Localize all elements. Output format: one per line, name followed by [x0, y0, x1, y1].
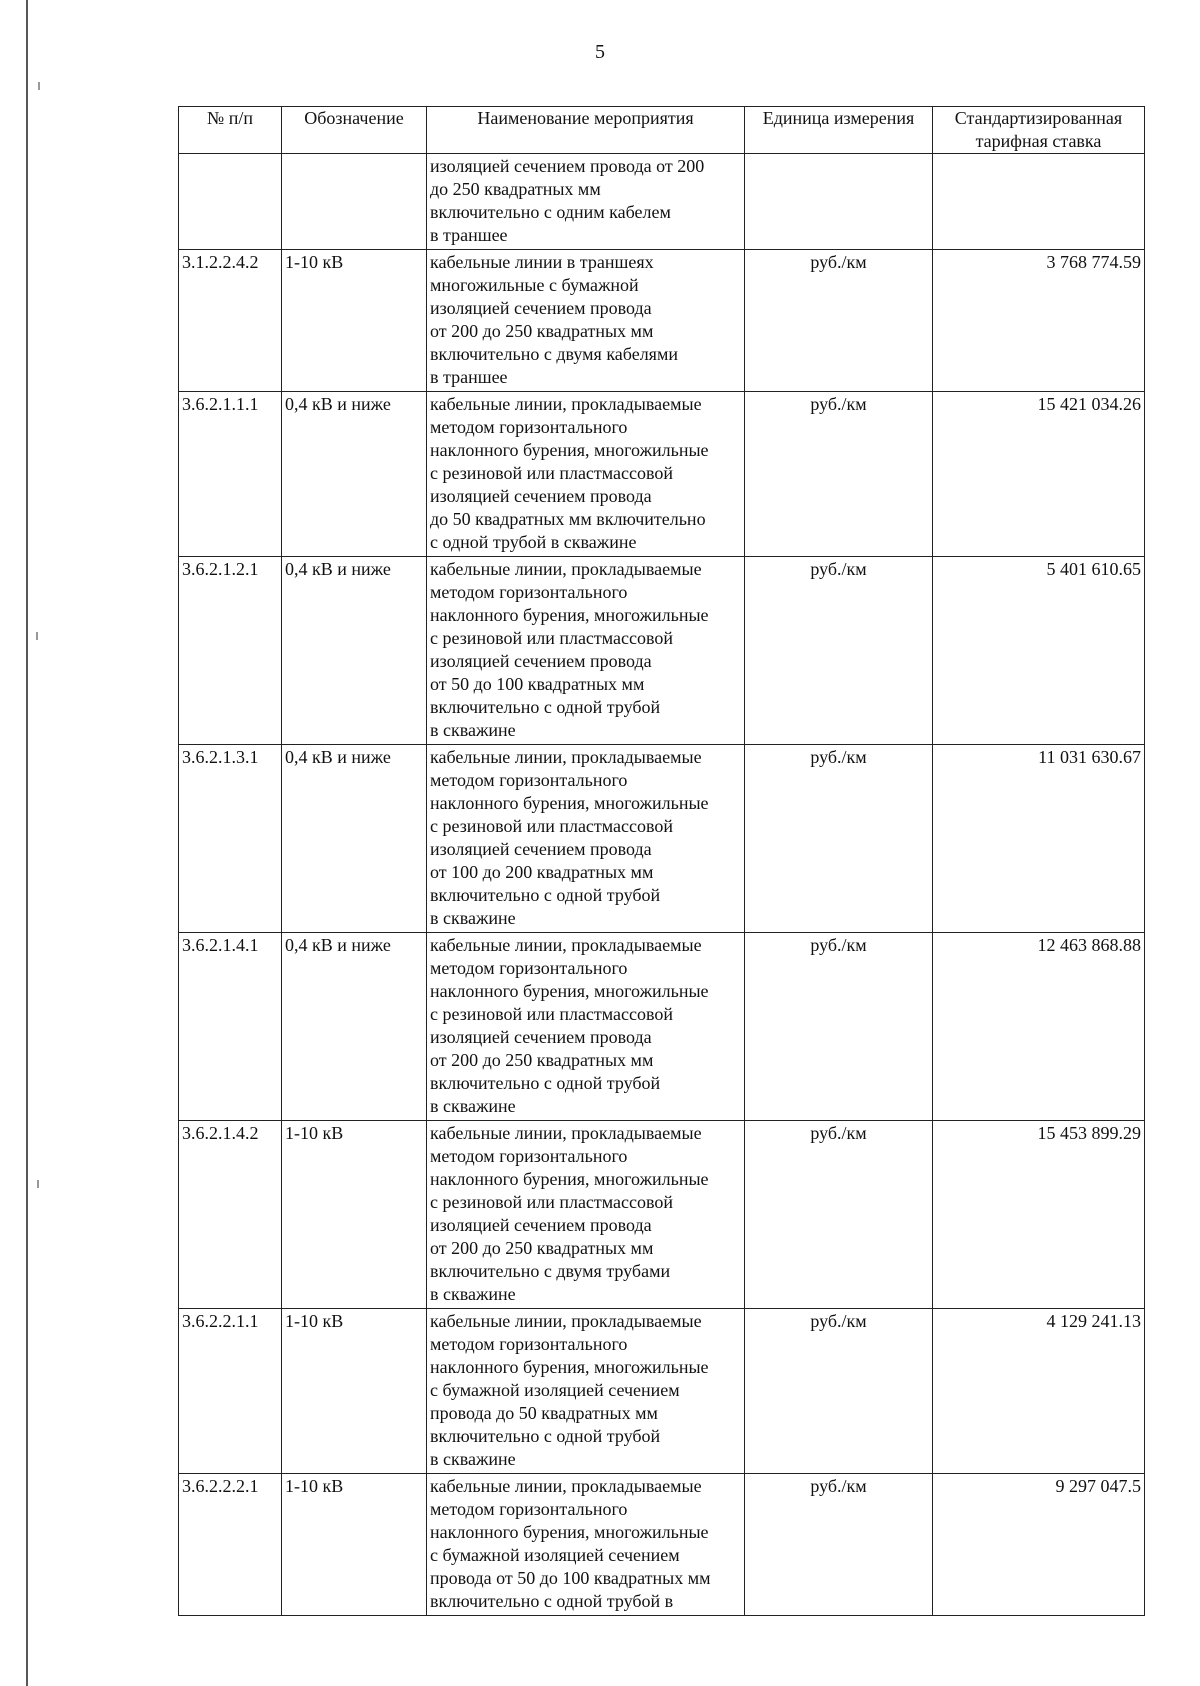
cell-rate: 12 463 868.88 [933, 933, 1145, 1121]
cell-unit: руб./км [745, 557, 933, 745]
cell-unit [745, 154, 933, 250]
cell-rate: 15 421 034.26 [933, 392, 1145, 557]
cell-unit: руб./км [745, 1121, 933, 1309]
header-num: № п/п [179, 107, 282, 154]
scan-speck [36, 632, 38, 640]
cell-name: кабельные линии, прокладываемые методом горизонтального наклонного бурения, многожильные с резиновой или пластмассовой изоляцией сечением провода до 50 квадратных мм включительно с одной трубой в скважине [427, 392, 745, 557]
cell-designation: 1-10 кВ [282, 250, 427, 392]
cell-unit: руб./км [745, 250, 933, 392]
cell-num: 3.6.2.1.3.1 [179, 745, 282, 933]
cell-designation [282, 154, 427, 250]
cell-name: кабельные линии, прокладываемые методом горизонтального наклонного бурения, многожильные с бумажной изоляцией сечением провода до 50 квадратных мм включительно с одной трубой в скважине [427, 1309, 745, 1474]
cell-designation: 0,4 кВ и ниже [282, 557, 427, 745]
cell-unit: руб./км [745, 1474, 933, 1616]
cell-designation: 1-10 кВ [282, 1121, 427, 1309]
cell-name: кабельные линии, прокладываемые методом горизонтального наклонного бурения, многожильные с резиновой или пластмассовой изоляцией сечением провода от 200 до 250 квадратных мм включительно с двумя трубами в скважине [427, 1121, 745, 1309]
table-row [179, 154, 1145, 250]
page-number: 5 [595, 41, 605, 63]
cell-name: кабельные линии в траншеях многожильные с бумажной изоляцией сечением провода от 200 до 250 квадратных мм включительно с двумя кабелями в траншее [427, 250, 745, 392]
cell-rate [933, 154, 1145, 250]
cell-name: кабельные линии, прокладываемые методом горизонтального наклонного бурения, многожильные с резиновой или пластмассовой изоляцией сечением провода от 200 до 250 квадратных мм включительно с одной трубой в скважине [427, 933, 745, 1121]
table-header-row [179, 107, 1145, 154]
scan-speck [38, 82, 40, 90]
cell-designation: 0,4 кВ и ниже [282, 392, 427, 557]
header-rate: Стандартизированная тарифная ставка [933, 107, 1145, 154]
cell-num: 3.6.2.2.1.1 [179, 1309, 282, 1474]
cell-designation: 1-10 кВ [282, 1309, 427, 1474]
cell-name: кабельные линии, прокладываемые методом горизонтального наклонного бурения, многожильные с бумажной изоляцией сечением провода от 50 до 100 квадратных мм включительно с одной трубой в [427, 1474, 745, 1616]
cell-num: 3.6.2.1.4.2 [179, 1121, 282, 1309]
cell-designation: 0,4 кВ и ниже [282, 933, 427, 1121]
header-name: Наименование мероприятия [427, 107, 745, 154]
table-row [179, 1121, 1145, 1309]
cell-designation: 1-10 кВ [282, 1474, 427, 1616]
table-row [179, 557, 1145, 745]
tariff-table [178, 106, 1145, 1616]
cell-rate: 9 297 047.5 [933, 1474, 1145, 1616]
cell-num: 3.6.2.2.2.1 [179, 1474, 282, 1616]
table-row [179, 933, 1145, 1121]
cell-designation: 0,4 кВ и ниже [282, 745, 427, 933]
cell-rate: 5 401 610.65 [933, 557, 1145, 745]
cell-rate: 3 768 774.59 [933, 250, 1145, 392]
table-row [179, 1474, 1145, 1616]
cell-unit: руб./км [745, 392, 933, 557]
cell-name: кабельные линии, прокладываемые методом горизонтального наклонного бурения, многожильные с резиновой или пластмассовой изоляцией сечением провода от 50 до 100 квадратных мм включительно с одной трубой в скважине [427, 557, 745, 745]
cell-unit: руб./км [745, 933, 933, 1121]
header-unit: Единица измерения [745, 107, 933, 154]
cell-num: 3.6.2.1.1.1 [179, 392, 282, 557]
cell-num: 3.1.2.2.4.2 [179, 250, 282, 392]
header-designation: Обозначение [282, 107, 427, 154]
cell-unit: руб./км [745, 1309, 933, 1474]
table-row [179, 1309, 1145, 1474]
table-row [179, 250, 1145, 392]
table-row [179, 392, 1145, 557]
table-row [179, 745, 1145, 933]
cell-rate: 4 129 241.13 [933, 1309, 1145, 1474]
scan-left-edge [26, 0, 28, 1686]
cell-unit: руб./км [745, 745, 933, 933]
cell-name: изоляцией сечением провода от 200 до 250 квадратных мм включительно с одним кабелем в траншее [427, 154, 745, 250]
cell-rate: 11 031 630.67 [933, 745, 1145, 933]
cell-name: кабельные линии, прокладываемые методом горизонтального наклонного бурения, многожильные с резиновой или пластмассовой изоляцией сечением провода от 100 до 200 квадратных мм включительно с одной трубой в скважине [427, 745, 745, 933]
cell-num: 3.6.2.1.2.1 [179, 557, 282, 745]
scan-speck [37, 1180, 39, 1188]
cell-num: 3.6.2.1.4.1 [179, 933, 282, 1121]
cell-rate: 15 453 899.29 [933, 1121, 1145, 1309]
cell-num [179, 154, 282, 250]
